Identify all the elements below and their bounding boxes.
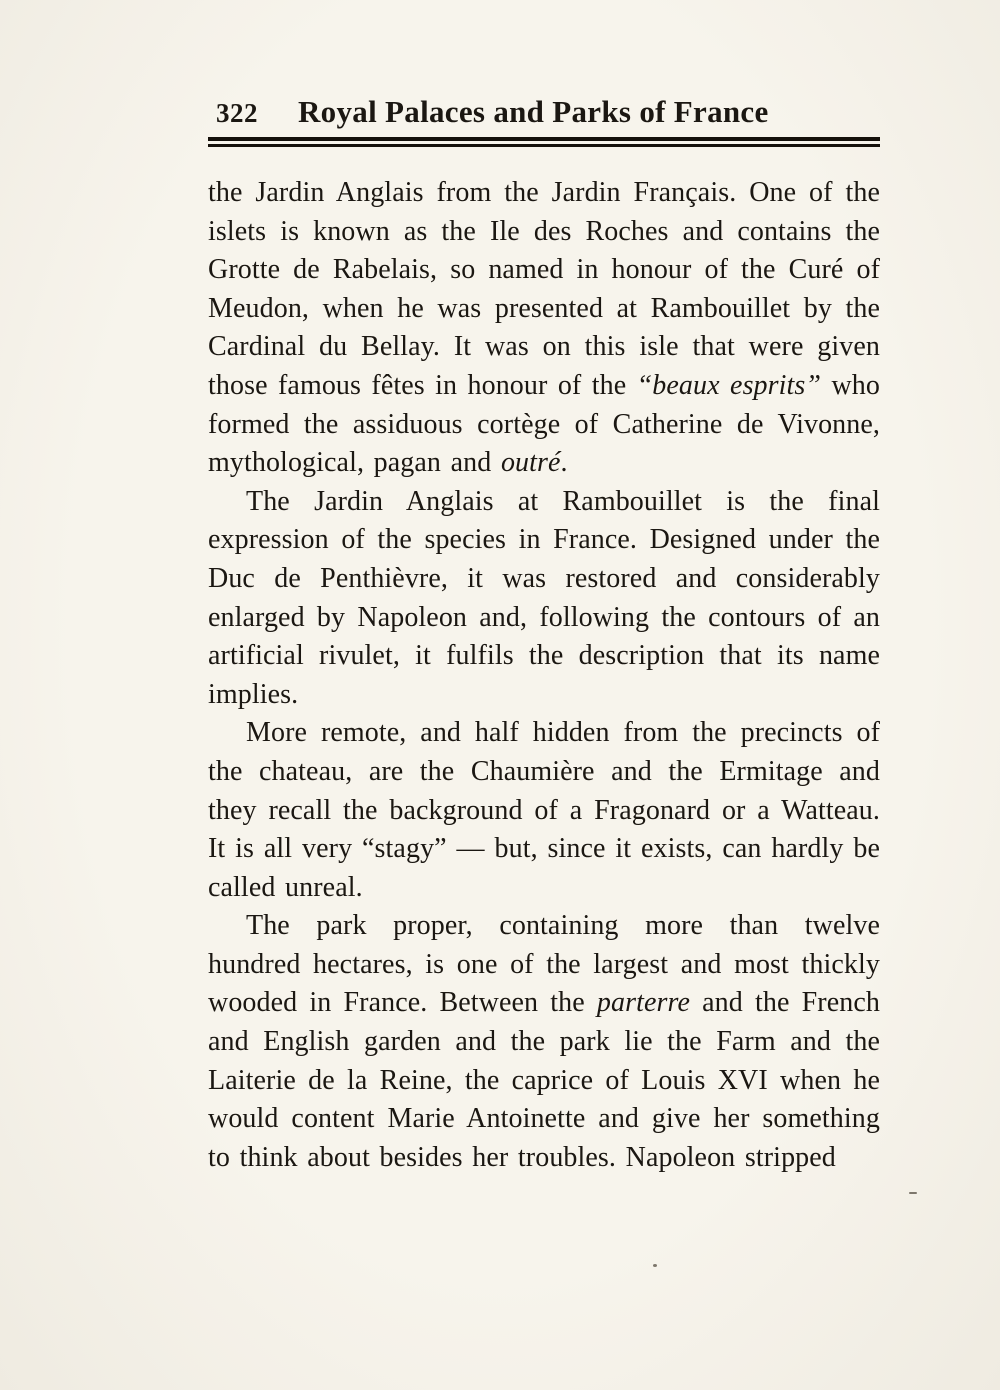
page-number: 322 xyxy=(216,98,258,128)
chapter-title: Royal Palaces and Parks of France xyxy=(298,94,769,129)
scan-artifact xyxy=(909,1192,917,1194)
paragraph xyxy=(208,174,880,483)
text-run: who formed the assiduous cortège of Catherine de Vivonne, mythological, pagan and xyxy=(208,369,880,479)
italic-text-run: “beaux esprits” xyxy=(636,369,822,401)
text-run: More remote, and half hidden from the precincts of the chateau, are the Chaumière and the Ermitage and they recall the background of a Fragonard or a Watteau. It is all very “stagy” — but, since it exists, can hardly be called unreal. xyxy=(208,717,880,903)
text-run: the Jardin Anglais from the Jardin Français. One of the islets is known as the Ile des Roches and contains the Grotte de Rabelais, so named in honour of the Curé of Meudon, when he was presented at Rambouillet by the Cardinal du Bellay. It was on this isle that were given those famous fêtes in honour of the xyxy=(208,177,880,401)
paragraph xyxy=(208,907,880,1177)
text-run: The Jardin Anglais at Rambouillet is the final expression of the species in France. Designed under the Duc de Penthièvre, it was restored and considerably enlarged by Napoleon and, following the contours of an artificial rivulet, it fulfils the description that its name implies. xyxy=(208,485,880,710)
body-text xyxy=(208,174,880,1177)
text-block xyxy=(208,94,880,1177)
running-header xyxy=(208,94,880,130)
italic-text-run: parterre xyxy=(596,987,691,1019)
text-run: . xyxy=(560,447,568,479)
italic-text-run: outré xyxy=(500,447,561,479)
text-run: and the French and English garden and the park lie the Farm and the Laiterie de la Reine, the caprice of Louis XVI when he would content Marie Antoinette and give her something to think about besides her troubles. Napoleon stripped xyxy=(208,987,880,1173)
paragraph xyxy=(208,483,880,715)
text-run: The park proper, containing more than twelve hundred hectares, is one of the largest and most thickly wooded in France. Between the xyxy=(208,910,880,1019)
header-rule xyxy=(208,137,880,147)
scan-artifact xyxy=(653,1264,657,1267)
paragraph xyxy=(208,714,880,907)
